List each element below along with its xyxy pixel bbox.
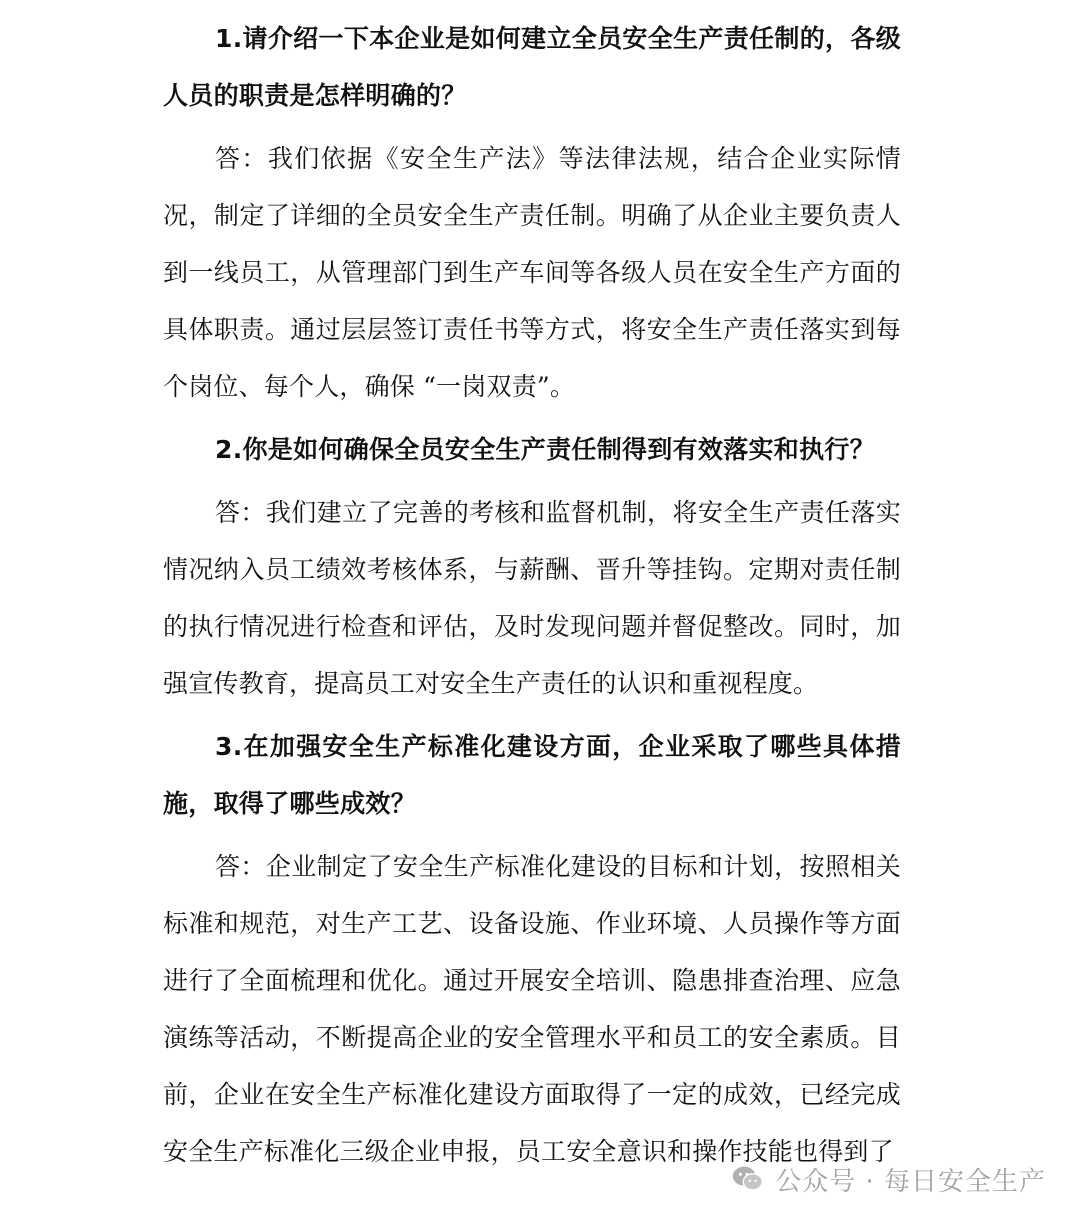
question-1-answer: 答：我们依据《安全生产法》等法律法规，结合企业实际情况，制定了详细的全员安全生产责任制。明确了从企业主要负责人到一线员工，从管理部门到生产车间等各级人员在安全生产方面的具体职责。通过层层签订责任书等方式，将安全生产责任落实到每个岗位、每个人，确保 “一岗双责”。	[163, 144, 901, 401]
wechat-icon	[729, 1160, 767, 1198]
question-3-title: 3.在加强安全生产标准化建设方面，企业采取了哪些具体措施，取得了哪些成效？	[163, 732, 901, 818]
question-2-answer: 答：我们建立了完善的考核和监督机制，将安全生产责任落实情况纳入员工绩效考核体系，与薪酬、晋升等挂钩。定期对责任制的执行情况进行检查和评估，及时发现问题并督促整改。同时，加强宣传教育，提高员工对安全生产责任的认识和重视程度。	[163, 498, 901, 698]
watermark	[729, 1160, 1046, 1198]
question-3-answer: 答：企业制定了安全生产标准化建设的目标和计划，按照相关标准和规范，对生产工艺、设备设施、作业环境、人员操作等方面进行了全面梳理和优化。通过开展安全培训、隐患排查治理、应急演练等活动，不断提高企业的安全管理水平和员工的安全素质。目前，企业在安全生产标准化建设方面取得了一定的成效，已经完成安全生产标准化三级企业申报，员工安全意识和操作技能也得到了	[163, 852, 901, 1166]
watermark-text: 公众号 · 每日安全生产	[775, 1166, 1046, 1197]
question-2-title: 2.你是如何确保全员安全生产责任制得到有效落实和执行？	[215, 435, 875, 464]
document-body	[163, 10, 901, 1180]
question-1-title: 1.请介绍一下本企业是如何建立全员安全生产责任制的，各级人员的职责是怎样明确的？	[163, 24, 901, 110]
